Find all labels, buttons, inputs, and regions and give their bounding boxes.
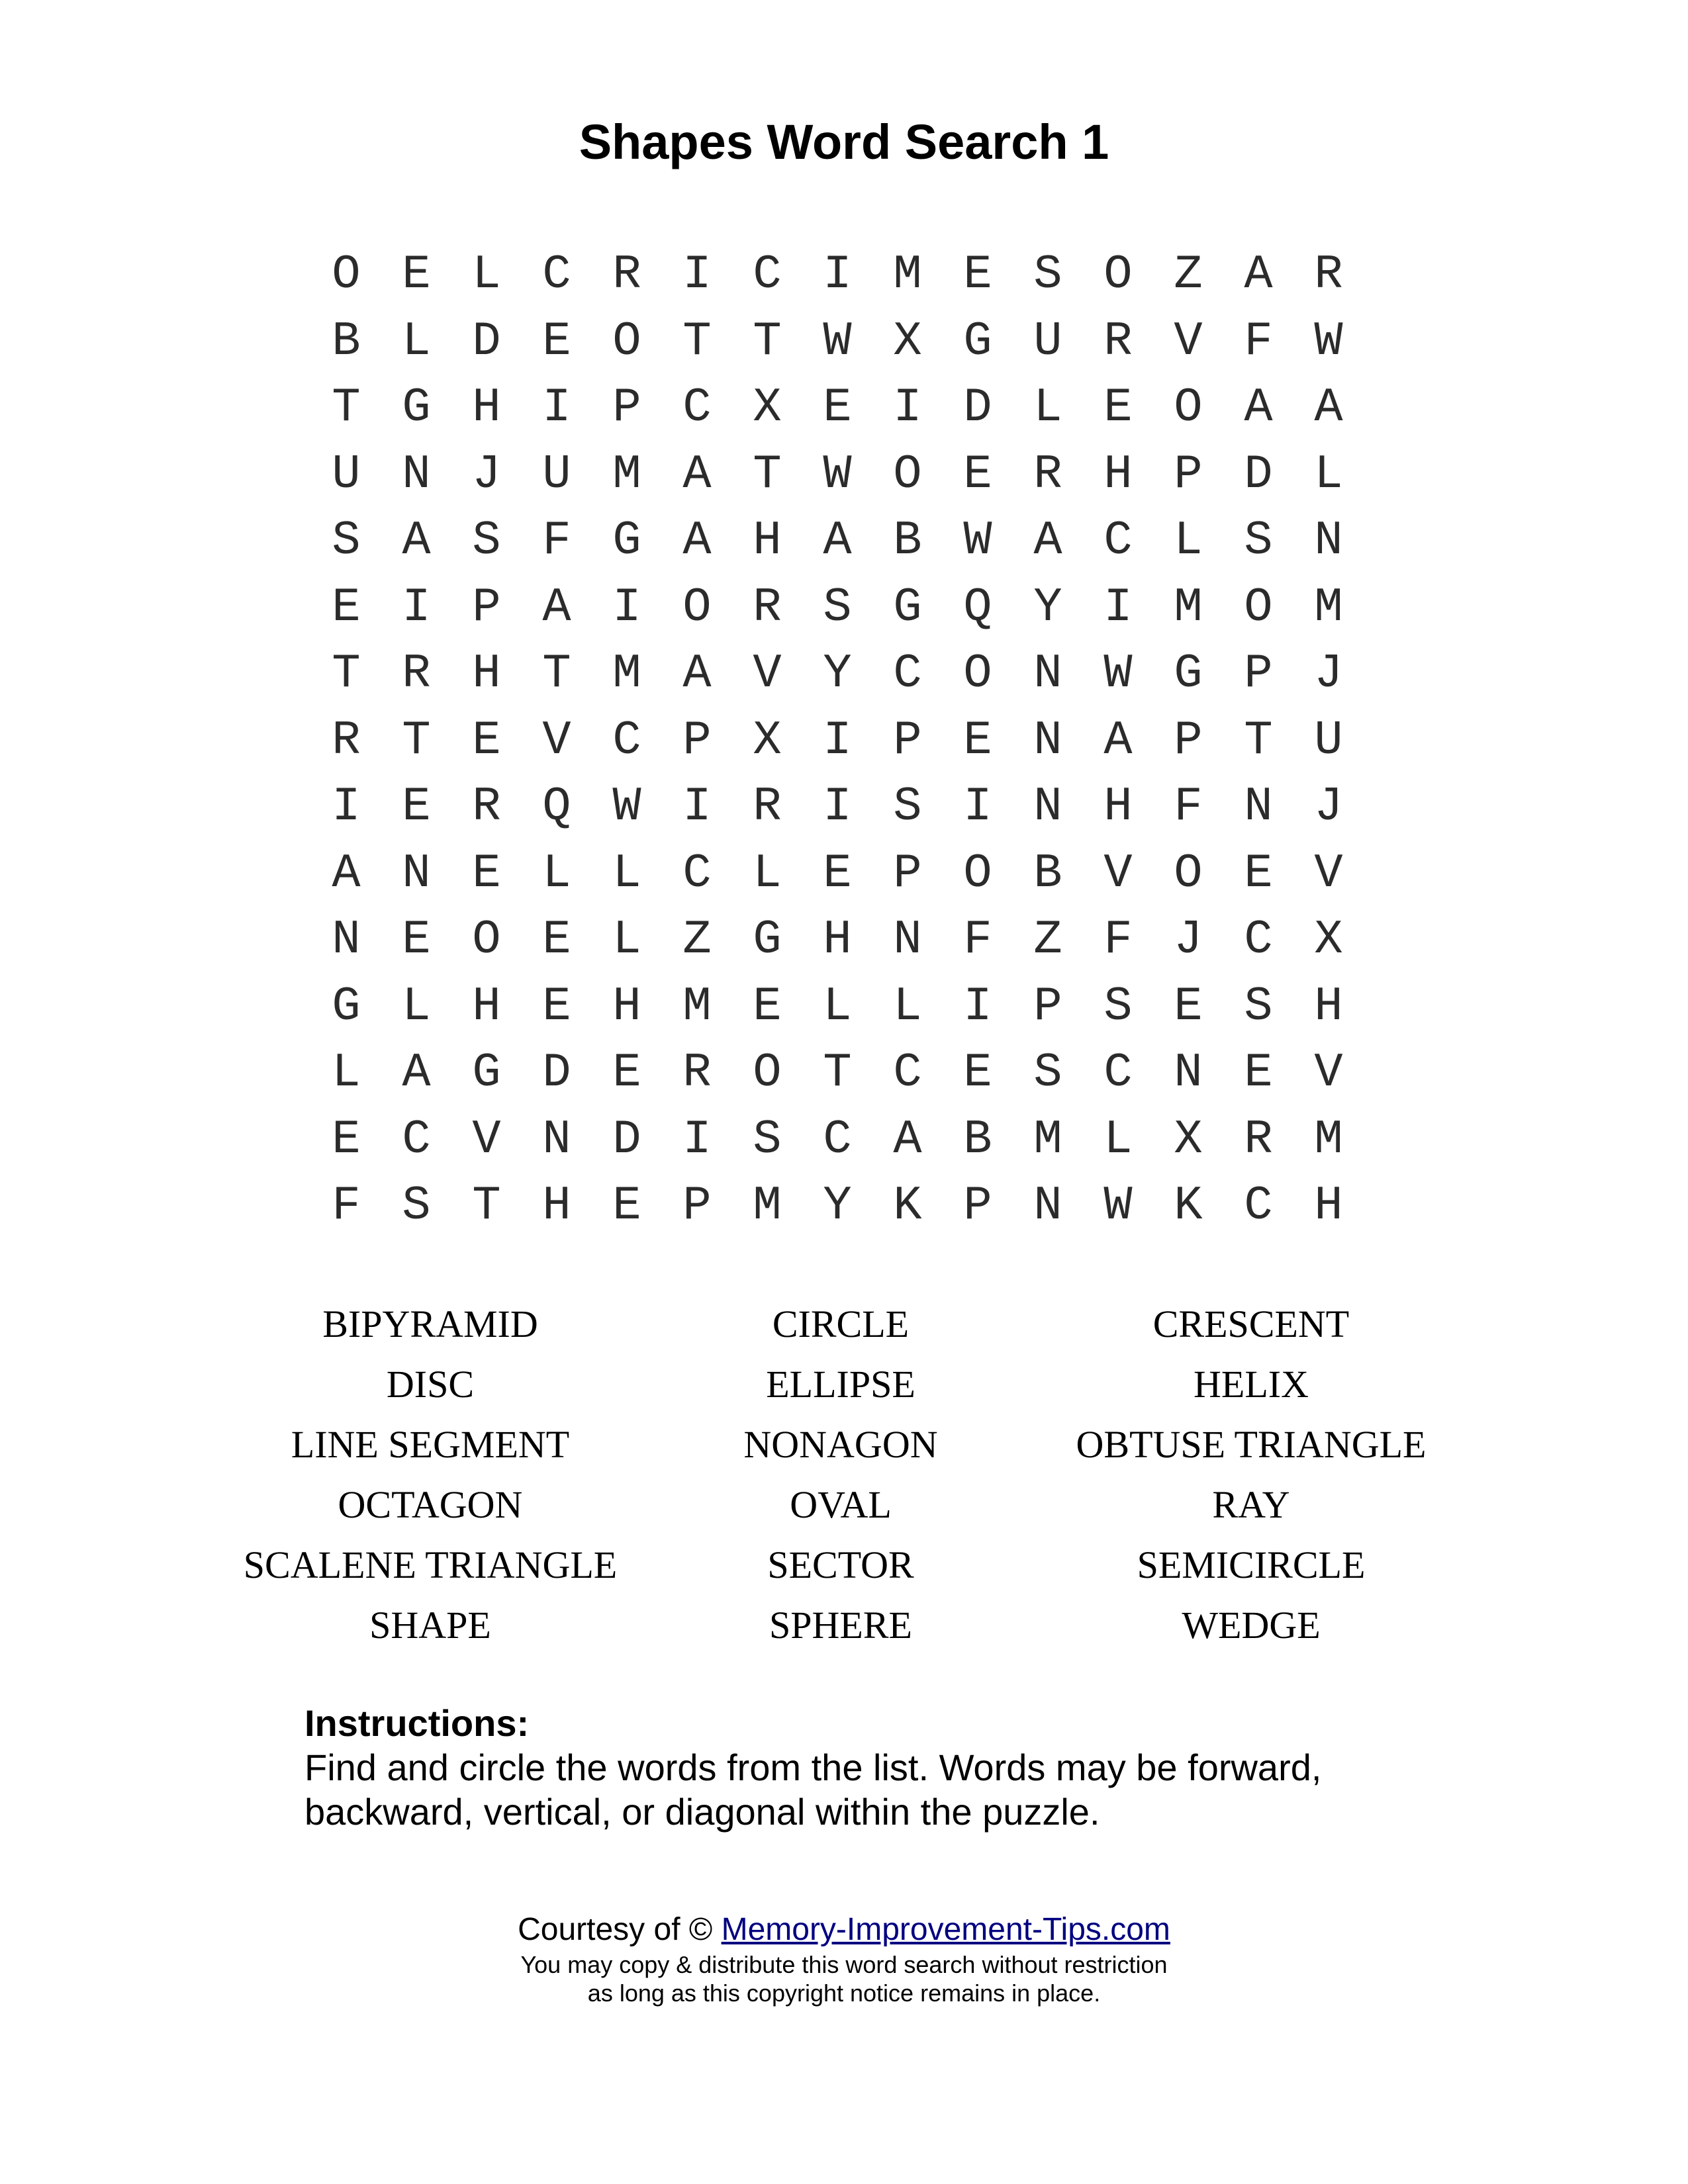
grid-letter[interactable]: S — [332, 514, 361, 568]
grid-letter[interactable]: V — [1314, 1046, 1343, 1100]
grid-letter[interactable]: C — [612, 713, 641, 768]
word-list-item: OBTUSE TRIANGLE — [1076, 1423, 1427, 1466]
grid-letter[interactable]: A — [1314, 381, 1343, 435]
grid-letter[interactable]: E — [1244, 846, 1273, 901]
grid-letter[interactable]: X — [1174, 1112, 1203, 1167]
grid-letter[interactable]: E — [823, 381, 852, 435]
word-list-item: SCALENE TRIANGLE — [243, 1543, 618, 1586]
grid-letter[interactable]: B — [332, 314, 361, 369]
grid-letter[interactable]: M — [612, 647, 641, 701]
grid-letter[interactable]: L — [332, 1046, 361, 1100]
grid-letter[interactable]: G — [1174, 647, 1203, 701]
grid-letter[interactable]: T — [1244, 713, 1273, 768]
grid-letter[interactable]: Y — [1033, 580, 1062, 635]
grid-letter[interactable]: F — [963, 913, 992, 967]
grid-letter[interactable]: Q — [963, 580, 992, 635]
grid-letter[interactable]: E — [332, 1112, 361, 1167]
grid-letter[interactable]: T — [823, 1046, 852, 1100]
website-link[interactable]: Memory-Improvement-Tips.com — [721, 1912, 1170, 1947]
grid-letter[interactable]: H — [1103, 447, 1133, 502]
grid-letter[interactable]: R — [682, 1046, 712, 1100]
grid-letter[interactable]: P — [682, 1179, 712, 1233]
grid-letter[interactable]: G — [893, 580, 922, 635]
grid-letter[interactable]: C — [682, 381, 712, 435]
word-list — [225, 1294, 1470, 1655]
grid-letter[interactable]: C — [1244, 1179, 1273, 1233]
grid-letter[interactable]: A — [1033, 514, 1062, 568]
grid-letter[interactable]: Z — [1033, 913, 1062, 967]
courtesy-footer — [0, 1909, 1688, 2007]
grid-letter[interactable]: A — [1244, 381, 1273, 435]
grid-letter[interactable]: N — [542, 1112, 571, 1167]
grid-letter[interactable]: I — [682, 248, 712, 302]
grid-letter[interactable]: C — [682, 846, 712, 901]
grid-letter[interactable]: T — [542, 647, 571, 701]
grid-letter[interactable]: C — [402, 1112, 431, 1167]
grid-letter[interactable]: S — [472, 514, 501, 568]
grid-letter[interactable]: V — [1314, 846, 1343, 901]
grid-letter[interactable]: I — [963, 780, 992, 834]
grid-letter[interactable]: L — [1103, 1112, 1133, 1167]
grid-letter[interactable]: M — [1033, 1112, 1062, 1167]
grid-letter[interactable]: S — [753, 1112, 782, 1167]
grid-letter[interactable]: A — [1103, 713, 1133, 768]
grid-letter[interactable]: H — [472, 979, 501, 1034]
grid-letter[interactable]: I — [542, 381, 571, 435]
grid-letter[interactable]: H — [753, 514, 782, 568]
grid-letter[interactable]: K — [893, 1179, 922, 1233]
grid-letter[interactable]: E — [402, 913, 431, 967]
grid-letter[interactable]: S — [1103, 979, 1133, 1034]
grid-letter[interactable]: O — [612, 314, 641, 369]
grid-letter[interactable]: S — [823, 580, 852, 635]
grid-letter[interactable]: C — [893, 647, 922, 701]
grid-letter[interactable]: R — [753, 780, 782, 834]
grid-letter[interactable]: A — [1244, 248, 1273, 302]
grid-letter[interactable]: W — [1103, 647, 1133, 701]
grid-letter[interactable]: C — [1103, 514, 1133, 568]
grid-letter[interactable]: T — [753, 314, 782, 369]
grid-letter[interactable]: D — [472, 314, 501, 369]
grid-letter[interactable]: J — [1314, 780, 1343, 834]
grid-letter[interactable]: G — [402, 381, 431, 435]
grid-letter[interactable]: B — [893, 514, 922, 568]
grid-letter[interactable]: E — [963, 713, 992, 768]
grid-letter[interactable]: L — [402, 979, 431, 1034]
grid-letter[interactable]: A — [332, 846, 361, 901]
grid-letter[interactable]: C — [823, 1112, 852, 1167]
grid-letter[interactable]: A — [893, 1112, 922, 1167]
grid-letter[interactable]: E — [542, 979, 571, 1034]
grid-letter[interactable]: M — [1174, 580, 1203, 635]
grid-letter[interactable]: P — [963, 1179, 992, 1233]
grid-letter[interactable]: Y — [823, 647, 852, 701]
grid-letter[interactable]: S — [402, 1179, 431, 1233]
grid-letter[interactable]: M — [1314, 580, 1343, 635]
copyright-notice-line-1: You may copy & distribute this word search without restriction — [520, 1951, 1168, 1978]
word-list-item: RAY — [1212, 1483, 1290, 1526]
grid-letter[interactable]: N — [402, 846, 431, 901]
grid-letter[interactable]: R — [753, 580, 782, 635]
grid-letter[interactable]: P — [893, 713, 922, 768]
grid-letter[interactable]: T — [753, 447, 782, 502]
grid-letter[interactable]: V — [753, 647, 782, 701]
grid-letter[interactable]: C — [893, 1046, 922, 1100]
grid-letter[interactable]: I — [823, 780, 852, 834]
grid-letter[interactable]: I — [612, 580, 641, 635]
grid-letter[interactable]: O — [472, 913, 501, 967]
word-list-item: DISC — [386, 1363, 475, 1406]
grid-letter[interactable]: W — [1314, 314, 1343, 369]
grid-letter[interactable]: W — [823, 447, 852, 502]
grid-letter[interactable]: T — [332, 381, 361, 435]
grid-letter[interactable]: I — [682, 780, 712, 834]
word-list-item: WEDGE — [1182, 1604, 1321, 1647]
grid-letter[interactable]: I — [963, 979, 992, 1034]
grid-letter[interactable]: G — [963, 314, 992, 369]
grid-letter[interactable]: G — [753, 913, 782, 967]
grid-letter[interactable]: A — [542, 580, 571, 635]
grid-letter[interactable]: O — [1244, 580, 1273, 635]
grid-letter[interactable]: R — [1314, 248, 1343, 302]
grid-letter[interactable]: F — [1244, 314, 1273, 369]
grid-letter[interactable]: R — [1244, 1112, 1273, 1167]
grid-letter[interactable]: H — [1314, 1179, 1343, 1233]
letter-grid — [311, 242, 1370, 1240]
grid-letter[interactable]: F — [1103, 913, 1133, 967]
grid-letter[interactable]: L — [1174, 514, 1203, 568]
grid-letter[interactable]: H — [1103, 780, 1133, 834]
grid-letter[interactable]: H — [472, 647, 501, 701]
grid-letter[interactable]: P — [472, 580, 501, 635]
grid-letter[interactable]: E — [542, 913, 571, 967]
grid-letter[interactable]: A — [402, 1046, 431, 1100]
grid-letter[interactable]: O — [1103, 248, 1133, 302]
grid-letter[interactable]: I — [823, 248, 852, 302]
grid-letter[interactable]: R — [1033, 447, 1062, 502]
instructions-text: Find and circle the words from the list. Words may be forward, backward, vertical, or diagonal within the puzzle. — [305, 1747, 1322, 1833]
grid-letter[interactable]: Q — [542, 780, 571, 834]
grid-letter[interactable]: U — [1314, 713, 1343, 768]
grid-letter[interactable]: F — [1174, 780, 1203, 834]
grid-letter[interactable]: M — [612, 447, 641, 502]
grid-letter[interactable]: M — [893, 248, 922, 302]
grid-letter[interactable]: H — [823, 913, 852, 967]
grid-letter[interactable]: C — [1103, 1046, 1133, 1100]
grid-letter[interactable]: G — [612, 514, 641, 568]
grid-letter[interactable]: O — [963, 846, 992, 901]
grid-letter[interactable]: R — [612, 248, 641, 302]
courtesy-prefix: Courtesy of © — [518, 1912, 722, 1947]
grid-letter[interactable]: N — [332, 913, 361, 967]
grid-letter[interactable]: M — [753, 1179, 782, 1233]
grid-letter[interactable]: E — [332, 580, 361, 635]
grid-letter[interactable]: S — [1244, 514, 1273, 568]
grid-letter[interactable]: W — [963, 514, 992, 568]
word-list-item: BIPYRAMID — [322, 1302, 538, 1345]
grid-letter[interactable]: F — [542, 514, 571, 568]
grid-letter[interactable]: L — [612, 913, 641, 967]
grid-letter[interactable]: L — [402, 314, 431, 369]
grid-letter[interactable]: A — [402, 514, 431, 568]
grid-letter[interactable]: A — [682, 447, 712, 502]
grid-letter[interactable]: A — [682, 647, 712, 701]
grid-letter[interactable]: P — [682, 713, 712, 768]
grid-letter[interactable]: N — [1033, 647, 1062, 701]
grid-letter[interactable]: M — [1314, 1112, 1343, 1167]
grid-letter[interactable]: X — [753, 381, 782, 435]
grid-letter[interactable]: D — [1244, 447, 1273, 502]
grid-letter[interactable]: I — [682, 1112, 712, 1167]
grid-letter[interactable]: H — [542, 1179, 571, 1233]
grid-letter[interactable]: E — [612, 1179, 641, 1233]
grid-letter[interactable]: C — [753, 248, 782, 302]
grid-letter[interactable]: P — [1033, 979, 1062, 1034]
instructions-block — [305, 1701, 1417, 1834]
grid-letter[interactable]: T — [332, 647, 361, 701]
grid-letter[interactable]: R — [402, 647, 431, 701]
grid-letter[interactable]: E — [402, 780, 431, 834]
grid-letter[interactable]: G — [332, 979, 361, 1034]
grid-letter[interactable]: P — [1174, 447, 1203, 502]
grid-letter[interactable]: W — [612, 780, 641, 834]
grid-letter[interactable]: L — [612, 846, 641, 901]
grid-letter[interactable]: O — [893, 447, 922, 502]
grid-letter[interactable]: U — [542, 447, 571, 502]
grid-letter[interactable]: E — [963, 248, 992, 302]
grid-letter[interactable]: E — [542, 314, 571, 369]
grid-letter[interactable]: V — [1174, 314, 1203, 369]
word-list-item: ELLIPSE — [766, 1363, 915, 1406]
grid-letter[interactable]: M — [682, 979, 712, 1034]
grid-letter[interactable]: O — [1174, 381, 1203, 435]
grid-letter[interactable]: O — [1174, 846, 1203, 901]
grid-letter[interactable]: V — [542, 713, 571, 768]
grid-letter[interactable]: J — [1174, 913, 1203, 967]
copyright-notice-line-2: as long as this copyright notice remains in place. — [587, 1979, 1101, 2007]
grid-letter[interactable]: X — [1314, 913, 1343, 967]
word-list-item: CRESCENT — [1152, 1302, 1350, 1345]
grid-letter[interactable]: E — [963, 447, 992, 502]
grid-letter[interactable]: N — [1033, 713, 1062, 768]
grid-letter[interactable]: J — [1314, 647, 1343, 701]
grid-letter[interactable]: O — [963, 647, 992, 701]
grid-letter[interactable]: E — [472, 846, 501, 901]
grid-letter[interactable]: N — [1033, 780, 1062, 834]
grid-letter[interactable]: K — [1174, 1179, 1203, 1233]
word-list-item: SHAPE — [369, 1604, 491, 1647]
grid-letter[interactable]: B — [1033, 846, 1062, 901]
courtesy-line — [0, 1909, 1688, 1950]
grid-letter[interactable]: B — [963, 1112, 992, 1167]
grid-letter[interactable]: C — [542, 248, 571, 302]
grid-letter[interactable]: L — [472, 248, 501, 302]
grid-letter[interactable]: W — [823, 314, 852, 369]
grid-letter[interactable]: R — [472, 780, 501, 834]
word-list-item: LINE SEGMENT — [291, 1423, 570, 1466]
grid-letter[interactable]: S — [1033, 248, 1062, 302]
grid-letter[interactable]: V — [472, 1112, 501, 1167]
grid-letter[interactable]: T — [682, 314, 712, 369]
grid-letter[interactable]: N — [1244, 780, 1273, 834]
word-list-item: CIRCLE — [772, 1302, 910, 1345]
grid-letter[interactable]: X — [753, 713, 782, 768]
grid-letter[interactable]: H — [1314, 979, 1343, 1034]
grid-letter[interactable]: H — [612, 979, 641, 1034]
grid-letter[interactable]: Z — [1174, 248, 1203, 302]
grid-letter[interactable]: L — [893, 979, 922, 1034]
word-list-item: SEMICIRCLE — [1137, 1543, 1366, 1586]
grid-letter[interactable]: L — [542, 846, 571, 901]
grid-letter[interactable]: O — [332, 248, 361, 302]
grid-letter[interactable]: L — [1314, 447, 1343, 502]
grid-letter[interactable]: F — [332, 1179, 361, 1233]
grid-letter[interactable]: S — [893, 780, 922, 834]
grid-letter[interactable]: L — [753, 846, 782, 901]
grid-letter[interactable]: A — [682, 514, 712, 568]
word-list-item: SECTOR — [767, 1543, 914, 1586]
grid-letter[interactable]: I — [893, 381, 922, 435]
grid-letter[interactable]: Z — [682, 913, 712, 967]
grid-letter[interactable]: Y — [823, 1179, 852, 1233]
grid-letter[interactable]: E — [1103, 381, 1133, 435]
grid-letter[interactable]: N — [1174, 1046, 1203, 1100]
grid-letter[interactable]: E — [753, 979, 782, 1034]
grid-letter[interactable]: H — [472, 381, 501, 435]
grid-letter[interactable]: N — [402, 447, 431, 502]
grid-letter[interactable]: E — [612, 1046, 641, 1100]
grid-letter[interactable]: C — [1244, 913, 1273, 967]
grid-letter[interactable]: T — [402, 713, 431, 768]
grid-letter[interactable]: E — [1174, 979, 1203, 1034]
grid-letter[interactable]: P — [1174, 713, 1203, 768]
grid-letter[interactable]: U — [332, 447, 361, 502]
grid-letter[interactable]: D — [963, 381, 992, 435]
word-list-item: SPHERE — [769, 1604, 912, 1647]
grid-letter[interactable]: N — [893, 913, 922, 967]
grid-letter[interactable]: E — [823, 846, 852, 901]
grid-letter[interactable]: J — [472, 447, 501, 502]
grid-letter[interactable]: T — [472, 1179, 501, 1233]
grid-letter[interactable]: E — [1244, 1046, 1273, 1100]
grid-letter[interactable]: S — [1244, 979, 1273, 1034]
word-list-item: HELIX — [1194, 1363, 1309, 1406]
grid-letter[interactable]: I — [1103, 580, 1133, 635]
grid-letter[interactable]: I — [402, 580, 431, 635]
grid-letter[interactable]: W — [1103, 1179, 1133, 1233]
grid-letter[interactable]: O — [682, 580, 712, 635]
page-title: Shapes Word Search 1 — [579, 114, 1109, 169]
grid-letter[interactable]: U — [1033, 314, 1062, 369]
grid-letter[interactable]: L — [1033, 381, 1062, 435]
grid-letter[interactable]: P — [893, 846, 922, 901]
instructions-heading: Instructions: — [305, 1702, 530, 1744]
grid-letter[interactable]: S — [1033, 1046, 1062, 1100]
word-list-item: NONAGON — [743, 1423, 938, 1466]
grid-letter[interactable]: L — [823, 979, 852, 1034]
grid-letter[interactable]: O — [753, 1046, 782, 1100]
word-list-item: OCTAGON — [338, 1483, 523, 1526]
grid-letter[interactable]: A — [823, 514, 852, 568]
grid-letter[interactable]: V — [1103, 846, 1133, 901]
grid-letter[interactable]: G — [472, 1046, 501, 1100]
grid-letter[interactable]: P — [1244, 647, 1273, 701]
grid-letter[interactable]: N — [1314, 514, 1343, 568]
grid-letter[interactable]: I — [332, 780, 361, 834]
grid-letter[interactable]: E — [472, 713, 501, 768]
grid-letter[interactable]: E — [963, 1046, 992, 1100]
word-list-item: OVAL — [790, 1483, 892, 1526]
grid-letter[interactable]: R — [1103, 314, 1133, 369]
grid-letter[interactable]: P — [612, 381, 641, 435]
grid-letter[interactable]: R — [332, 713, 361, 768]
grid-letter[interactable]: D — [612, 1112, 641, 1167]
grid-letter[interactable]: E — [402, 248, 431, 302]
grid-letter[interactable]: X — [893, 314, 922, 369]
grid-letter[interactable]: N — [1033, 1179, 1062, 1233]
grid-letter[interactable]: I — [823, 713, 852, 768]
grid-letter[interactable]: D — [542, 1046, 571, 1100]
